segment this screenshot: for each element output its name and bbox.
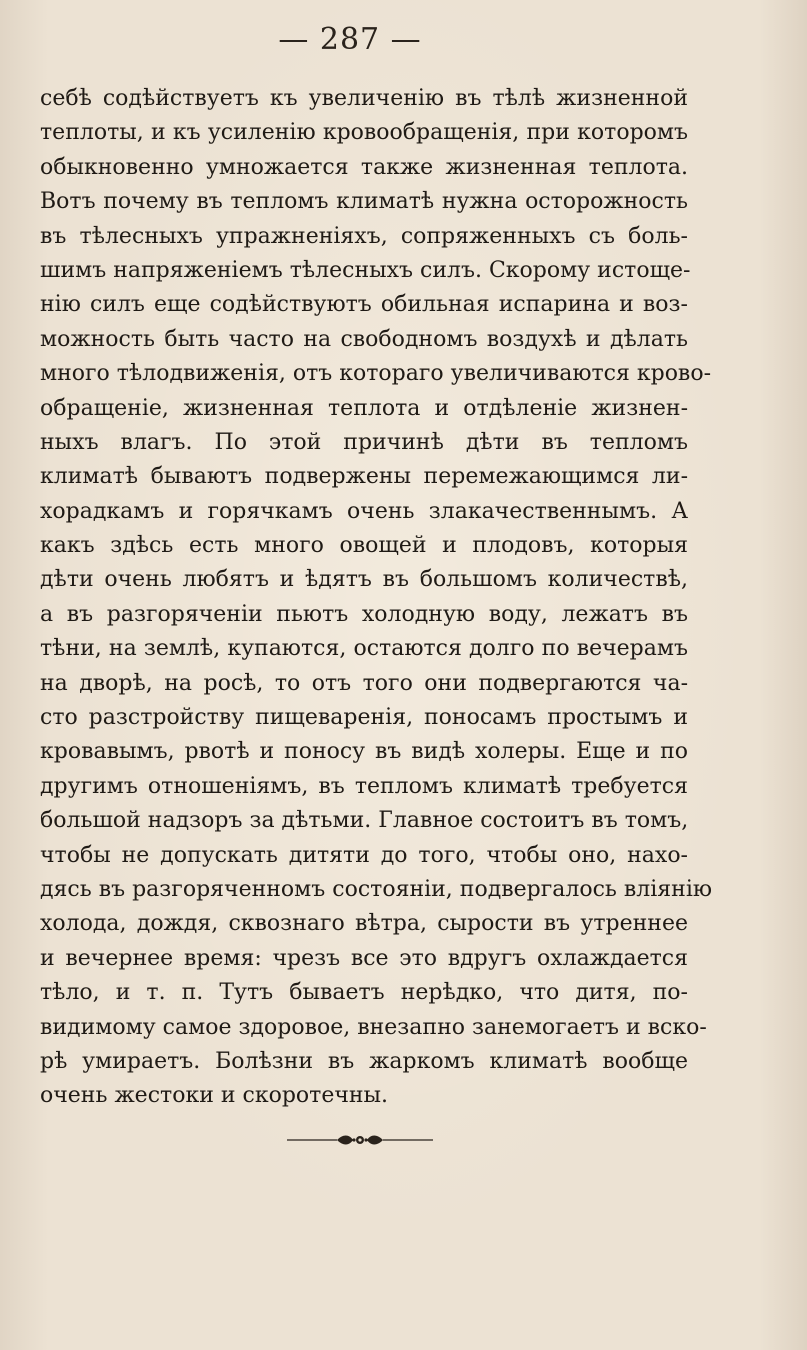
text-line: какъ здѣсь есть много овощей и плодовъ, которыя — [40, 533, 688, 559]
text-line: хорадкамъ и горячкамъ очень злакачественнымъ. А — [40, 498, 688, 524]
text-line: рѣ умираетъ. Болѣзни въ жаркомъ климатѣ вообще — [40, 1048, 688, 1074]
page-number: — 287 — — [278, 22, 422, 57]
text-line: очень жестоки и скоротечны. — [40, 1083, 389, 1109]
text-line: видимому самое здоровое, внезапно занемогаетъ и вско- — [40, 1014, 707, 1040]
text-line: а въ разгоряченіи пьютъ холодную воду, лежатъ въ — [40, 601, 688, 627]
text-line: Вотъ почему въ тепломъ климатѣ нужна осторожность — [40, 189, 688, 215]
text-line: чтобы не допускать дитяти до того, чтобы оно, нахо- — [40, 842, 688, 868]
text-line: обращеніе, жизненная теплота и отдѣленіе жизнен- — [40, 395, 688, 421]
text-line: тѣло, и т. п. Тутъ бываетъ нерѣдко, что дитя, по- — [40, 980, 688, 1006]
text-line: сто разстройству пищеваренія, поносамъ простымъ и — [40, 705, 688, 731]
text-line: ныхъ влагъ. По этой причинѣ дѣти въ тепломъ — [40, 429, 688, 455]
body-text — [40, 82, 713, 1114]
text-line: въ тѣлесныхъ упражненіяхъ, сопряженныхъ съ боль- — [40, 223, 688, 249]
text-line: климатѣ бываютъ подвержены перемежающимся ли- — [40, 464, 688, 490]
text-line: много тѣлодвиженія, отъ котораго увеличиваются крово- — [40, 361, 711, 387]
text-line: на дворѣ, на росѣ, то отъ того они подвергаются ча- — [40, 670, 688, 696]
text-line: шимъ напряженіемъ тѣлесныхъ силъ. Скорому истоще- — [40, 257, 691, 283]
text-line: тѣни, на землѣ, купаются, остаются долго по вечерамъ — [40, 636, 688, 662]
text-line: дясь въ разгоряченномъ состояніи, подвергалось вліянію — [40, 876, 713, 902]
text-line: нію силъ еще содѣйствуютъ обильная испарина и воз- — [40, 292, 688, 318]
text-line: большой надзоръ за дѣтьми. Главное состоитъ въ томъ, — [40, 808, 689, 834]
text-line: себѣ содѣйствуетъ къ увеличенію въ тѣлѣ жизненной — [40, 86, 688, 111]
text-line: и вечернее время: чрезъ все это вдругъ охлаждается — [40, 945, 688, 971]
text-line: холода, дождя, сквознаго вѣтра, сырости въ утреннее — [40, 911, 688, 937]
text-line: кровавымъ, рвотѣ и поносу въ видѣ холеры. Еще и по — [40, 739, 688, 765]
tailpiece-ornament — [285, 1130, 435, 1150]
text-line: другимъ отношеніямъ, въ тепломъ климатѣ требуется — [40, 773, 688, 799]
text-line: можность быть часто на свободномъ воздухѣ и дѣлать — [40, 326, 688, 352]
text-line: обыкновенно умножается также жизненная теплота. — [40, 154, 688, 180]
text-line: дѣти очень любятъ и ѣдятъ въ большомъ количествѣ, — [40, 567, 688, 593]
text-line: теплоты, и къ усиленію кровообращенія, при которомъ — [40, 120, 688, 146]
